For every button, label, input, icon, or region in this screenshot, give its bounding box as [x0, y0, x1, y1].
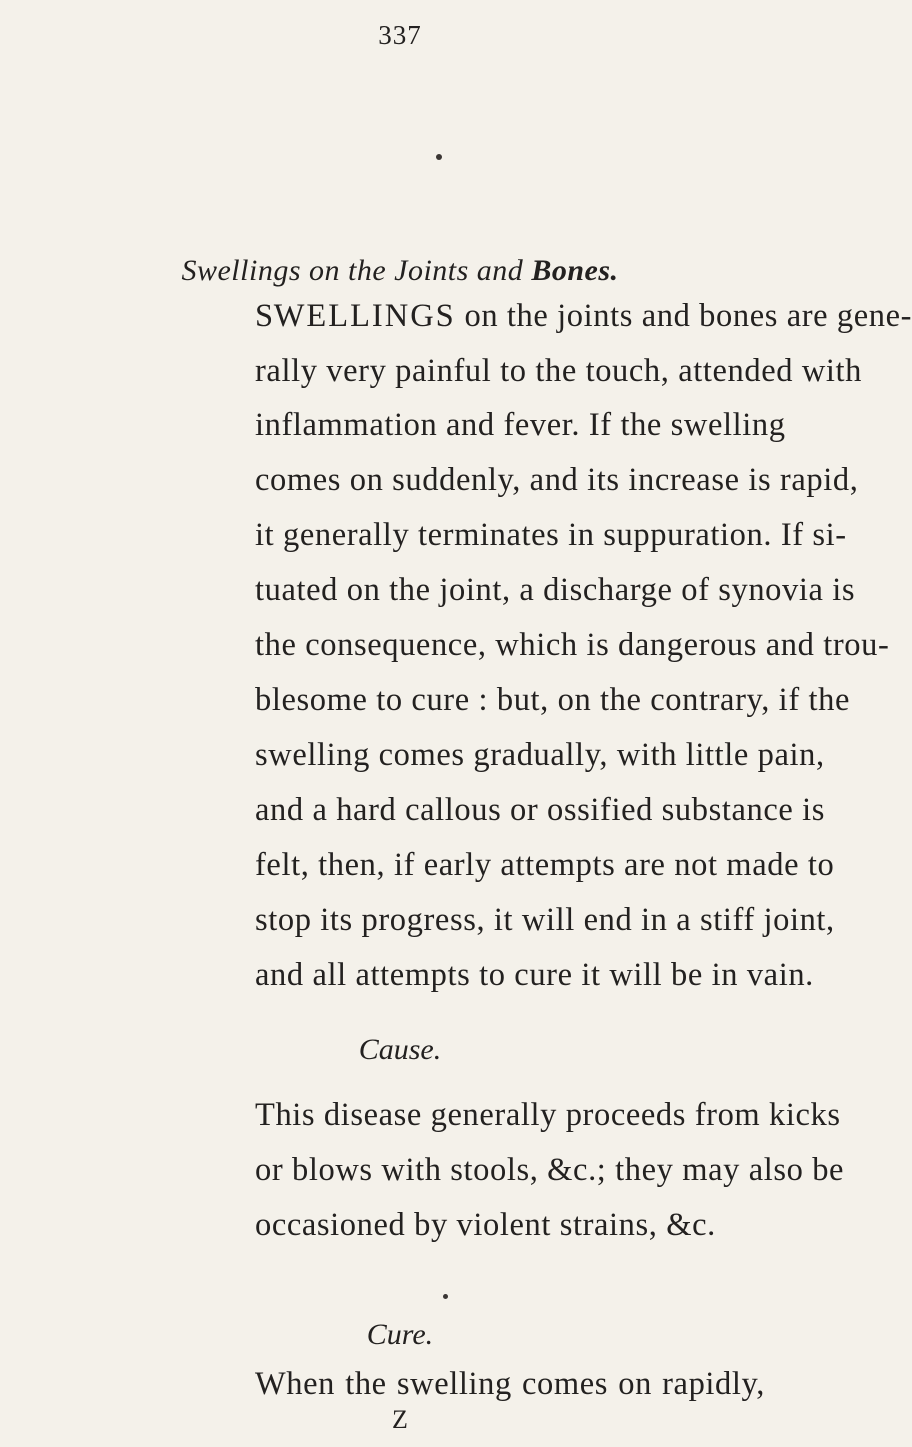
text-line: rally very painful to the touch, attended with	[255, 353, 863, 389]
smallcaps-word: WELLINGS	[273, 298, 456, 334]
drop-initial: S	[255, 298, 274, 334]
text-line: swelling comes gradually, with little pain,	[255, 737, 825, 773]
text-line: inflammation and fever. If the swelling	[255, 407, 786, 443]
ink-dot	[436, 154, 442, 160]
text-line: and a hard callous or ossified substance is	[255, 792, 826, 828]
section-heading-cause: Cause.	[358, 1033, 442, 1066]
text-line	[255, 292, 912, 340]
text-line: the consequence, which is dangerous and trou-	[255, 627, 890, 663]
ink-dot	[443, 1294, 448, 1299]
signature-mark: Z	[392, 1405, 408, 1434]
text-line: occasioned by violent strains, &c.	[255, 1207, 716, 1243]
text-line: This disease generally proceeds from kicks	[255, 1097, 841, 1133]
text-line: When the swelling comes on rapidly,	[255, 1366, 765, 1402]
chapter-title	[0, 254, 800, 288]
text-line: stop its progress, it will end in a stiff joint,	[255, 902, 835, 938]
text-line: felt, then, if early attempts are not made to	[255, 847, 835, 883]
text-line: comes on suddenly, and its increase is rapid,	[255, 462, 859, 498]
text-line: blesome to cure : but, on the contrary, if the	[255, 682, 850, 718]
chapter-title-bones: Bones.	[531, 254, 619, 287]
text-line: tuated on the joint, a discharge of synovia is	[255, 572, 856, 608]
text-line: or blows with stools, &c.; they may also be	[255, 1152, 845, 1188]
text-line: and all attempts to cure it will be in vain.	[255, 957, 814, 993]
page-number: 337	[378, 20, 422, 50]
section-heading-cure: Cure.	[366, 1318, 434, 1351]
chapter-title-main: Swellings on the Joints and	[181, 254, 524, 287]
text-line: it generally terminates in suppuration. If si-	[255, 517, 847, 553]
line-remainder: on the joints and bones are gene-	[455, 298, 912, 334]
